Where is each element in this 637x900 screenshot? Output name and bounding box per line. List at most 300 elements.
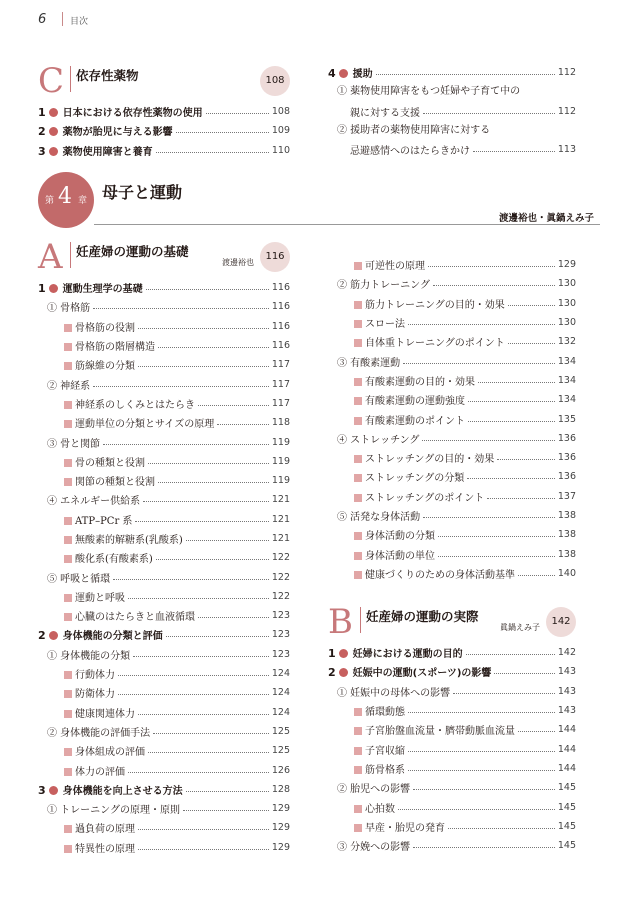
leader-dots	[93, 308, 269, 309]
entry-label: 有酸素運動のポイント	[365, 415, 465, 427]
bullet-dot-icon	[49, 284, 58, 293]
entry-page: 117	[271, 378, 290, 390]
section-page-badge: 116	[260, 242, 290, 272]
toc-entry-line[interactable]: ① 薬物使用障害をもつ妊婦や子育て中の	[337, 86, 521, 98]
bullet-square-icon	[354, 805, 362, 813]
entry-page: 121	[271, 513, 290, 525]
entry-label: ATP–PCr 系	[75, 515, 133, 527]
entry-page: 134	[557, 394, 576, 406]
leader-dots	[487, 498, 555, 499]
leader-dots	[198, 405, 269, 406]
leader-dots	[138, 829, 269, 830]
entry-page: 136	[557, 471, 576, 483]
entry-page: 134	[557, 355, 576, 367]
bullet-square-icon	[64, 768, 72, 776]
toc-entry[interactable]	[38, 703, 290, 722]
section-b-heading	[328, 603, 576, 643]
section-a-cont-list	[328, 255, 576, 583]
toc-entry[interactable]	[328, 778, 576, 797]
toc-entry[interactable]	[328, 525, 576, 544]
bullet-square-icon	[354, 301, 362, 309]
entry-page: 125	[271, 745, 290, 757]
bullet-square-icon	[64, 343, 72, 351]
entry-page: 138	[557, 548, 576, 560]
leader-dots	[376, 74, 555, 75]
entry-label: 日本における依存性薬物の使用	[62, 108, 203, 120]
toc-entry[interactable]	[328, 409, 576, 428]
entry-label: 健康づくりのための身体活動基準	[365, 569, 515, 581]
toc-entry[interactable]	[328, 682, 576, 701]
section-title[interactable]: 妊産婦の運動の実際	[366, 609, 479, 624]
toc-entry[interactable]	[328, 564, 576, 583]
toc-entry[interactable]	[328, 759, 576, 778]
section-c-heading	[38, 62, 290, 102]
bullet-square-icon	[354, 727, 362, 735]
entry-label: 健康関連体力	[75, 708, 135, 720]
toc-entry[interactable]	[38, 278, 290, 297]
entry-label: 子宮収縮	[365, 745, 405, 757]
leader-dots	[398, 809, 555, 810]
entry-label: 特異性の原理	[75, 843, 135, 855]
leader-dots	[143, 501, 269, 502]
toc-entry[interactable]	[38, 121, 290, 140]
toc-entry[interactable]	[38, 317, 290, 336]
toc-entry[interactable]	[38, 664, 290, 683]
entry-page: 109	[271, 125, 290, 137]
bullet-square-icon	[354, 571, 362, 579]
entry-page: 117	[271, 359, 290, 371]
bullet-square-icon	[64, 459, 72, 467]
toc-entry[interactable]	[328, 797, 576, 816]
entry-page: 130	[557, 278, 576, 290]
entry-page: 126	[271, 764, 290, 776]
toc-entry[interactable]	[38, 413, 290, 432]
bullet-square-icon	[354, 824, 362, 832]
section-page-badge: 108	[260, 66, 290, 96]
entry-label: 早産・胎児の発育	[365, 822, 445, 834]
entry-label: 忌避感情へのはたらきかけ	[350, 146, 470, 158]
entry-page: 143	[557, 685, 576, 697]
entry-label: 無酸素的解糖系(乳酸系)	[75, 535, 183, 546]
entry-label: ② 神経系	[47, 380, 91, 392]
chapter-prefix: 第	[45, 196, 55, 206]
entry-page: 129	[557, 259, 576, 271]
toc-entry[interactable]	[328, 662, 576, 681]
entry-label: 運動と呼吸	[75, 592, 125, 604]
toc-entry[interactable]	[328, 274, 576, 293]
leader-dots	[138, 849, 269, 850]
toc-entry[interactable]	[38, 297, 290, 316]
entry-page: 122	[271, 552, 290, 564]
entry-label: ③ 分娩への影響	[337, 842, 411, 854]
leader-dots	[448, 828, 555, 829]
entry-label: 心拍数	[365, 803, 395, 815]
toc-entry[interactable]	[38, 587, 290, 606]
bullet-square-icon	[64, 594, 72, 602]
leader-dots	[138, 328, 269, 329]
leader-dots	[408, 770, 555, 771]
section-a	[38, 238, 290, 857]
leader-dots	[153, 733, 269, 734]
chapter-badge	[38, 172, 94, 228]
entry-page: 134	[557, 374, 576, 386]
entry-label: 有酸素運動の目的・効果	[365, 376, 475, 388]
toc-entry[interactable]	[328, 294, 576, 313]
entry-label: ② 身体機能の評価手法	[47, 727, 151, 739]
entry-page: 116	[271, 320, 290, 332]
section-author: 渡邊裕也	[222, 258, 254, 267]
leader-dots	[508, 305, 555, 306]
page-number: 6	[38, 12, 47, 27]
toc-entry[interactable]	[328, 102, 576, 121]
bullet-square-icon	[354, 455, 362, 463]
entry-label: 行動体力	[75, 670, 115, 682]
entry-page: 145	[557, 840, 576, 852]
chapter-title[interactable]: 母子と運動	[102, 183, 183, 202]
section-divider	[360, 607, 361, 633]
entry-label: ストレッチングの分類	[365, 473, 465, 485]
toc-entry[interactable]	[328, 255, 576, 274]
entry-label: 体力の評価	[75, 766, 125, 778]
toc-entry[interactable]	[328, 429, 576, 448]
toc-entry[interactable]	[38, 838, 290, 857]
bullet-square-icon	[354, 320, 362, 328]
section-b	[328, 603, 576, 855]
toc-entry[interactable]	[328, 351, 576, 370]
section-page-badge: 142	[546, 607, 576, 637]
entry-number: 2	[328, 666, 336, 680]
toc-entry[interactable]	[38, 374, 290, 393]
entry-page: 140	[557, 567, 576, 579]
leader-dots	[438, 536, 555, 537]
entry-label: 薬物使用障害と養育	[62, 146, 153, 158]
entry-label: ① 骨格筋	[47, 303, 91, 315]
leader-dots	[494, 673, 554, 674]
leader-dots	[206, 113, 269, 114]
toc-entry[interactable]	[328, 544, 576, 563]
bullet-dot-icon	[339, 668, 348, 677]
leader-dots	[433, 285, 555, 286]
entry-label: ⑤ 呼吸と循環	[47, 573, 111, 585]
entry-label: 酸化系(有酸素系)	[75, 554, 153, 566]
entry-page: 144	[557, 724, 576, 736]
leader-dots	[183, 810, 269, 811]
leader-dots	[186, 791, 269, 792]
toc-entry[interactable]	[38, 606, 290, 625]
bullet-dot-icon	[339, 69, 348, 78]
bullet-dot-icon	[49, 127, 58, 136]
entry-page: 135	[557, 413, 576, 425]
leader-dots	[133, 656, 269, 657]
leader-dots	[198, 617, 269, 618]
entry-label: 防衛体力	[75, 689, 115, 701]
section-title[interactable]: 妊産婦の運動の基礎	[76, 244, 189, 259]
bullet-square-icon	[354, 552, 362, 560]
entry-page: 122	[271, 571, 290, 583]
bullet-square-icon	[64, 690, 72, 698]
entry-page: 124	[271, 668, 290, 680]
toc-entry[interactable]	[328, 140, 576, 159]
chapter-heading	[38, 172, 600, 228]
bullet-square-icon	[64, 748, 72, 756]
section-divider	[70, 66, 71, 92]
leader-dots	[408, 324, 555, 325]
toc-entry[interactable]	[38, 471, 290, 490]
entry-page: 145	[557, 820, 576, 832]
entry-label: 骨の種類と役割	[75, 457, 145, 469]
entry-label: 身体活動の単位	[365, 550, 435, 562]
bullet-dot-icon	[49, 631, 58, 640]
bullet-square-icon	[354, 766, 362, 774]
entry-page: 119	[271, 455, 290, 467]
leader-dots	[135, 521, 268, 522]
toc-entry[interactable]	[38, 510, 290, 529]
section-a-heading	[38, 238, 290, 278]
toc-entry[interactable]	[38, 818, 290, 837]
entry-page: 138	[557, 510, 576, 521]
bullet-square-icon	[64, 536, 72, 544]
toc-entry[interactable]	[328, 720, 576, 739]
toc-entry-line[interactable]: ② 援助者の薬物使用障害に対する	[337, 124, 491, 136]
toc-entry[interactable]	[38, 683, 290, 702]
entry-label: 過負荷の原理	[75, 824, 135, 836]
entry-page: 123	[271, 610, 290, 622]
entry-label: 援助	[352, 69, 373, 81]
entry-page: 129	[271, 841, 290, 853]
leader-dots	[428, 266, 555, 267]
entry-page: 144	[557, 743, 576, 755]
entry-label: 関節の種類と役割	[75, 477, 155, 489]
section-letter: A	[38, 237, 63, 277]
bullet-square-icon	[64, 401, 72, 409]
entry-page: 108	[271, 106, 290, 118]
leader-dots	[497, 459, 555, 460]
chapter-authors: 渡邊裕也・眞鍋えみ子	[498, 213, 594, 224]
leader-dots	[118, 675, 269, 676]
leader-dots	[103, 444, 269, 445]
entry-page: 121	[271, 533, 290, 544]
bullet-square-icon	[64, 420, 72, 428]
entry-label: 妊婦における運動の目的	[352, 649, 463, 661]
leader-dots	[128, 598, 269, 599]
leader-dots	[118, 694, 269, 695]
entry-page: 117	[271, 397, 290, 409]
header-title: 目次	[70, 17, 89, 27]
section-title[interactable]: 依存性薬物	[76, 68, 139, 83]
leader-dots	[403, 363, 555, 364]
bullet-square-icon	[64, 671, 72, 679]
section-b-list	[328, 643, 576, 855]
bullet-square-icon	[64, 710, 72, 718]
entry-label: 運動単位の分類とサイズの原理	[75, 419, 215, 431]
entry-label: 可逆性の原理	[365, 261, 425, 273]
leader-dots	[148, 752, 269, 753]
entry-label: 運動生理学の基礎	[62, 284, 143, 296]
leader-dots	[408, 712, 555, 713]
entry-label: ② 胎児への影響	[337, 784, 411, 796]
bullet-square-icon	[354, 474, 362, 482]
entry-number: 4	[328, 67, 336, 81]
entry-page: 130	[557, 297, 576, 309]
entry-page: 143	[557, 666, 576, 678]
entry-page: 145	[557, 782, 576, 794]
leader-dots	[422, 440, 554, 441]
entry-page: 129	[271, 803, 290, 815]
leader-dots	[128, 772, 269, 773]
entry-page: 112	[557, 67, 576, 79]
entry-label: ③ 有酸素運動	[337, 357, 401, 369]
toc-entry[interactable]	[328, 701, 576, 720]
toc-entry[interactable]	[328, 448, 576, 467]
entry-label: 循環動態	[365, 707, 405, 719]
section-c-continued	[328, 63, 576, 159]
entry-label: 自体重トレーニングのポイント	[365, 338, 505, 350]
entry-label: ストレッチングの目的・効果	[365, 454, 495, 466]
bullet-square-icon	[354, 494, 362, 502]
toc-entry[interactable]	[38, 141, 290, 160]
entry-page: 143	[557, 705, 576, 717]
toc-entry[interactable]	[38, 432, 290, 451]
header-divider	[62, 12, 63, 26]
entry-page: 119	[271, 475, 290, 487]
bullet-square-icon	[354, 397, 362, 405]
toc-entry[interactable]	[38, 760, 290, 779]
entry-page: 129	[271, 822, 290, 834]
entry-page: 138	[557, 529, 576, 541]
toc-entry[interactable]	[38, 336, 290, 355]
entry-label: スロー法	[365, 319, 405, 331]
entry-label: ① 妊娠中の母体への影響	[337, 687, 451, 699]
toc-entry[interactable]	[328, 63, 576, 82]
toc-entry[interactable]	[38, 490, 290, 509]
leader-dots	[423, 113, 555, 114]
entry-page: 118	[271, 417, 290, 429]
section-letter: B	[328, 602, 353, 642]
leader-dots	[146, 289, 269, 290]
bullet-square-icon	[354, 378, 362, 386]
section-author: 眞鍋えみ子	[500, 623, 540, 632]
entry-page: 136	[557, 432, 576, 444]
toc-entry[interactable]	[38, 567, 290, 586]
toc-entry[interactable]	[328, 506, 576, 525]
bullet-square-icon	[354, 747, 362, 755]
leader-dots	[186, 540, 269, 541]
leader-dots	[158, 482, 269, 483]
toc-entry[interactable]	[328, 643, 576, 662]
entry-label: 筋線維の分類	[75, 361, 135, 373]
bullet-square-icon	[354, 339, 362, 347]
leader-dots	[138, 366, 269, 367]
bullet-square-icon	[64, 845, 72, 853]
toc-entry[interactable]	[328, 467, 576, 486]
toc-entry[interactable]	[38, 799, 290, 818]
toc-entry[interactable]	[328, 739, 576, 758]
bullet-dot-icon	[49, 147, 58, 156]
entry-label: 神経系のしくみとはたらき	[75, 399, 195, 411]
entry-page: 128	[271, 783, 290, 795]
toc-entry[interactable]	[38, 722, 290, 741]
chapter-number: 4	[58, 184, 72, 209]
toc-entry[interactable]	[38, 355, 290, 374]
toc-entry[interactable]	[38, 741, 290, 760]
entry-label: 骨格筋の役割	[75, 322, 135, 334]
bullet-square-icon	[64, 362, 72, 370]
toc-entry[interactable]	[328, 332, 576, 351]
toc-entry[interactable]	[38, 394, 290, 413]
entry-label: 親に対する支援	[350, 107, 420, 119]
entry-label: ④ ストレッチング	[337, 434, 420, 446]
bullet-dot-icon	[49, 108, 58, 117]
toc-entry[interactable]	[38, 452, 290, 471]
leader-dots	[468, 401, 555, 402]
entry-page: 116	[271, 282, 290, 294]
bullet-dot-icon	[49, 786, 58, 795]
toc-entry[interactable]	[38, 625, 290, 644]
leader-dots	[217, 424, 269, 425]
leader-dots	[166, 636, 269, 637]
entry-number: 1	[38, 106, 46, 120]
entry-page: 124	[271, 687, 290, 699]
toc-entry[interactable]	[328, 836, 576, 855]
toc-entry[interactable]	[38, 529, 290, 548]
toc-entry[interactable]	[328, 817, 576, 836]
leader-dots	[176, 132, 269, 133]
leader-dots	[413, 789, 555, 790]
leader-dots	[113, 579, 269, 580]
entry-page: 144	[557, 762, 576, 774]
toc-entry[interactable]	[38, 780, 290, 799]
toc-entry[interactable]	[38, 102, 290, 121]
leader-dots	[93, 386, 269, 387]
leader-dots	[138, 714, 269, 715]
bullet-square-icon	[64, 324, 72, 332]
entry-page: 121	[271, 494, 290, 506]
leader-dots	[413, 847, 555, 848]
leader-dots	[408, 751, 555, 752]
bullet-square-icon	[354, 417, 362, 425]
entry-label: 妊娠中の運動(スポーツ)の影響	[352, 668, 492, 680]
entry-label: 筋力トレーニングの目的・効果	[365, 299, 505, 311]
leader-dots	[438, 556, 555, 557]
chapter-suffix: 章	[78, 196, 88, 206]
entry-page: 123	[271, 648, 290, 660]
entry-label: ⑤ 活発な身体活動	[337, 512, 421, 523]
toc-entry[interactable]	[328, 313, 576, 332]
leader-dots	[468, 421, 555, 422]
entry-label: 薬物が胎児に与える影響	[62, 127, 173, 139]
toc-entry[interactable]	[38, 645, 290, 664]
toc-entry[interactable]	[328, 390, 576, 409]
leader-dots	[158, 347, 269, 348]
section-a-continued	[328, 255, 576, 583]
leader-dots	[466, 654, 555, 655]
toc-entry[interactable]	[38, 548, 290, 567]
bullet-square-icon	[64, 613, 72, 621]
toc-entry[interactable]	[328, 487, 576, 506]
entry-label: 骨格筋の階層構造	[75, 342, 155, 354]
entry-page: 125	[271, 725, 290, 737]
entry-page: 119	[271, 436, 290, 448]
chapter-rule	[94, 224, 600, 225]
entry-label: 身体組成の評価	[75, 747, 145, 759]
entry-label: 身体機能の分類と評価	[62, 631, 163, 643]
section-divider	[70, 242, 71, 268]
toc-entry[interactable]	[328, 371, 576, 390]
leader-dots	[478, 382, 555, 383]
bullet-square-icon	[64, 825, 72, 833]
leader-dots	[518, 575, 555, 576]
entry-label: 筋骨格系	[365, 764, 405, 776]
